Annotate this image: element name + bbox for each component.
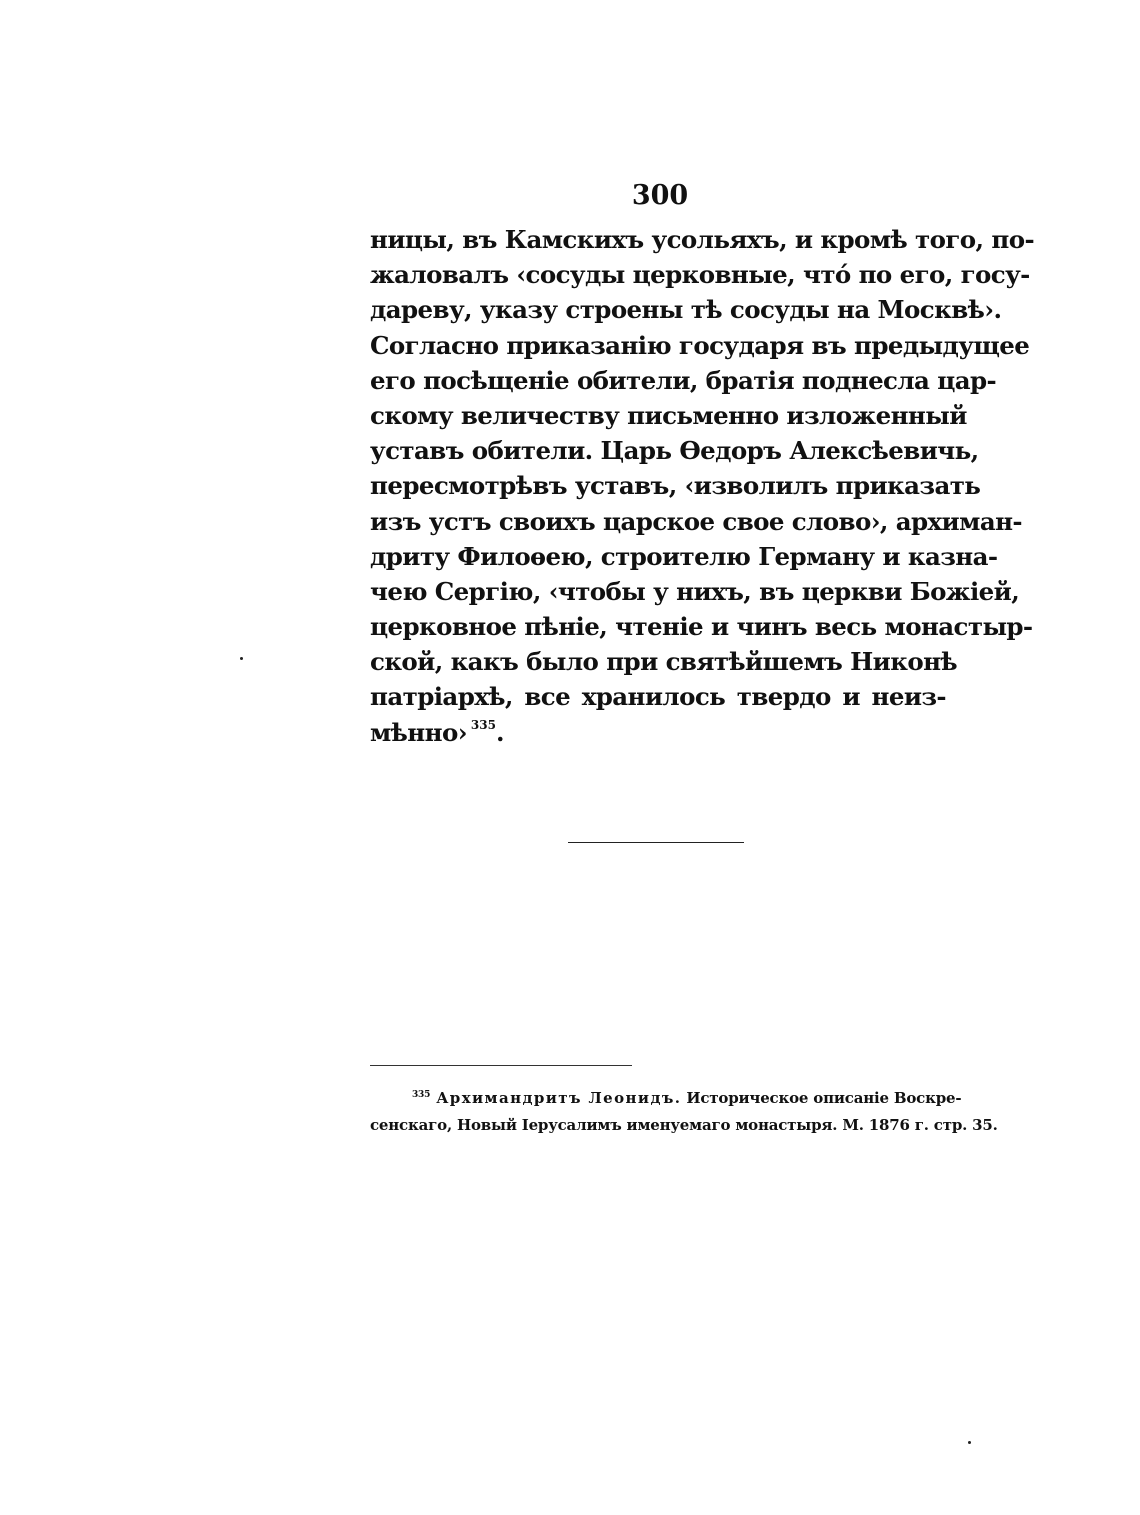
text-line: Согласно приказанію государя въ предыдущее <box>370 330 1030 360</box>
text-line: уставъ обители. Царь Ѳедоръ Алексѣевичь, <box>370 436 979 466</box>
scan-speck <box>968 1441 971 1444</box>
text-line: патріархѣ, все хранилось твердо и неиз- <box>370 682 946 712</box>
footnote-reference[interactable]: 335 <box>470 717 496 732</box>
footnote-text: Историческое описаніе Воскре- <box>686 1089 962 1107</box>
scan-speck <box>240 657 243 660</box>
text-line: жаловалъ ‹сосуды церковные, чтó по его, госу- <box>370 260 1030 290</box>
text-line: дареву, указу строены тѣ сосуды на Москвѣ›. <box>370 295 1002 325</box>
body-text <box>370 222 1035 750</box>
last-line-period: . <box>495 717 504 747</box>
text-line: дриту Филоѳею, строителю Герману и казна- <box>370 541 998 571</box>
footnote-author: Архимандритъ Леонидъ. <box>436 1089 682 1107</box>
page-number: 300 <box>631 180 689 211</box>
text-line: церковное пѣніе, чтеніе и чинъ весь монастыр- <box>370 612 1033 642</box>
last-line-text: мѣнно› <box>370 717 467 747</box>
section-divider <box>568 842 744 843</box>
text-line: изъ устъ своихъ царское свое слово›, архиман- <box>370 506 1022 536</box>
footnote-number: 335 <box>412 1090 431 1100</box>
text-line: его посѣщеніе обители, братія поднесла цар- <box>370 365 997 395</box>
text-line-last <box>370 715 946 750</box>
footnote-separator <box>370 1065 632 1066</box>
text-line: ницы, въ Камскихъ усольяхъ, и кромѣ того, по- <box>370 225 1035 254</box>
text-line: пересмотрѣвъ уставъ, ‹изволилъ приказать <box>370 471 981 501</box>
footnote <box>370 1085 998 1139</box>
text-line: скому величеству письменно изложенный <box>370 400 967 430</box>
footnote-line: сенскаго, Новый Іерусалимъ именуемаго монастыря. М. 1876 г. стр. 35. <box>370 1116 998 1134</box>
text-line: чею Сергію, ‹чтобы у нихъ, въ церкви Божіей, <box>370 576 1020 606</box>
footnote-line <box>370 1085 962 1112</box>
text-line: ской, какъ было при святѣйшемъ Никонѣ <box>370 647 958 677</box>
